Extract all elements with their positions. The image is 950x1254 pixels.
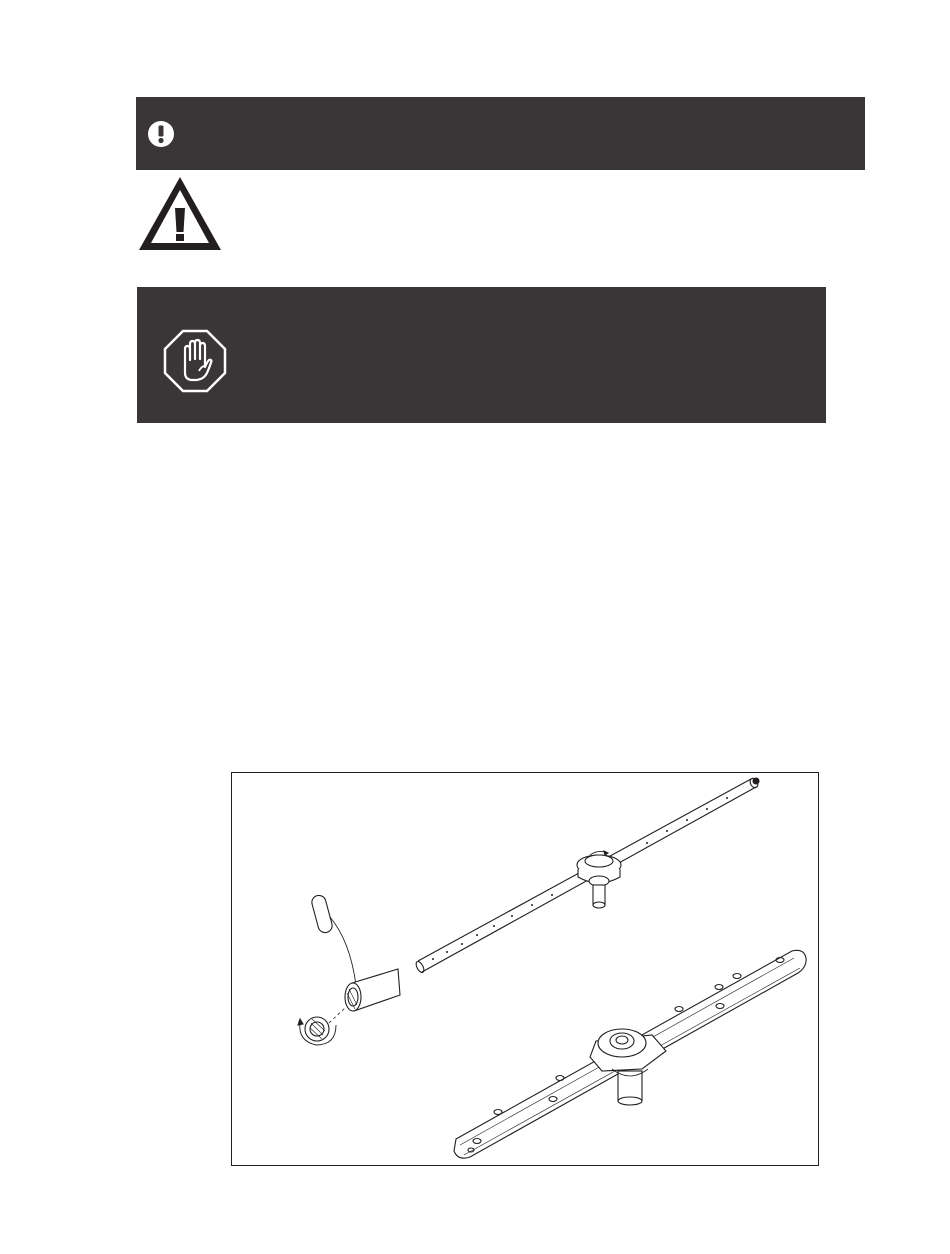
lower-spray-arm-illustration xyxy=(454,950,806,1158)
stop-bar xyxy=(137,287,826,423)
exclamation-circle-icon xyxy=(146,119,176,149)
end-cap-detail-illustration xyxy=(298,894,400,1045)
warning-triangle-icon xyxy=(136,174,224,253)
stop-hand-icon xyxy=(163,329,227,393)
notice-bar xyxy=(136,97,865,170)
spray-arm-figure xyxy=(231,772,819,1166)
upper-spray-arm-illustration xyxy=(415,777,760,974)
